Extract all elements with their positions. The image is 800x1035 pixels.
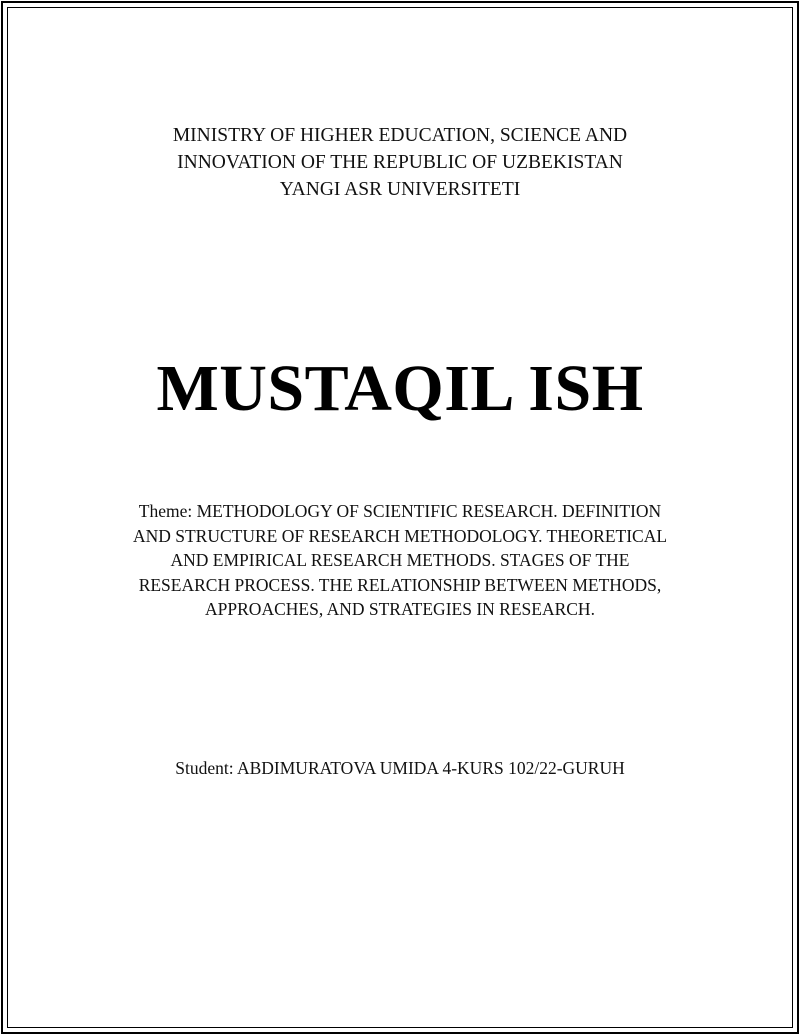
theme-line-5: APPROACHES, AND STRATEGIES IN RESEARCH. [205, 599, 595, 619]
header-line-university: YANGI ASR UNIVERSITETI [279, 179, 521, 200]
theme-line-3: AND EMPIRICAL RESEARCH METHODS. STAGES OF THE [170, 550, 630, 570]
header-line-ministry: MINISTRY OF HIGHER EDUCATION, SCIENCE AND [172, 125, 628, 146]
document-title: MUSTAQIL ISH [156, 352, 644, 425]
header-line-republic: INNOVATION OF THE REPUBLIC OF UZBEKISTAN [177, 152, 623, 173]
institution-header [0, 122, 800, 203]
theme-paragraph [0, 499, 800, 622]
theme-line-4: RESEARCH PROCESS. THE RELATIONSHIP BETWEEN METHODS, [138, 574, 662, 595]
theme-line-1: Theme: METHODOLOGY OF SCIENTIFIC RESEARCH. DEFINITION [138, 501, 662, 521]
student-info: Student: ABDIMURATOVA UMIDA 4-KURS 102/22-GURUH [175, 758, 625, 778]
theme-line-2: AND STRUCTURE OF RESEARCH METHODOLOGY. THEORETICAL [132, 525, 668, 546]
